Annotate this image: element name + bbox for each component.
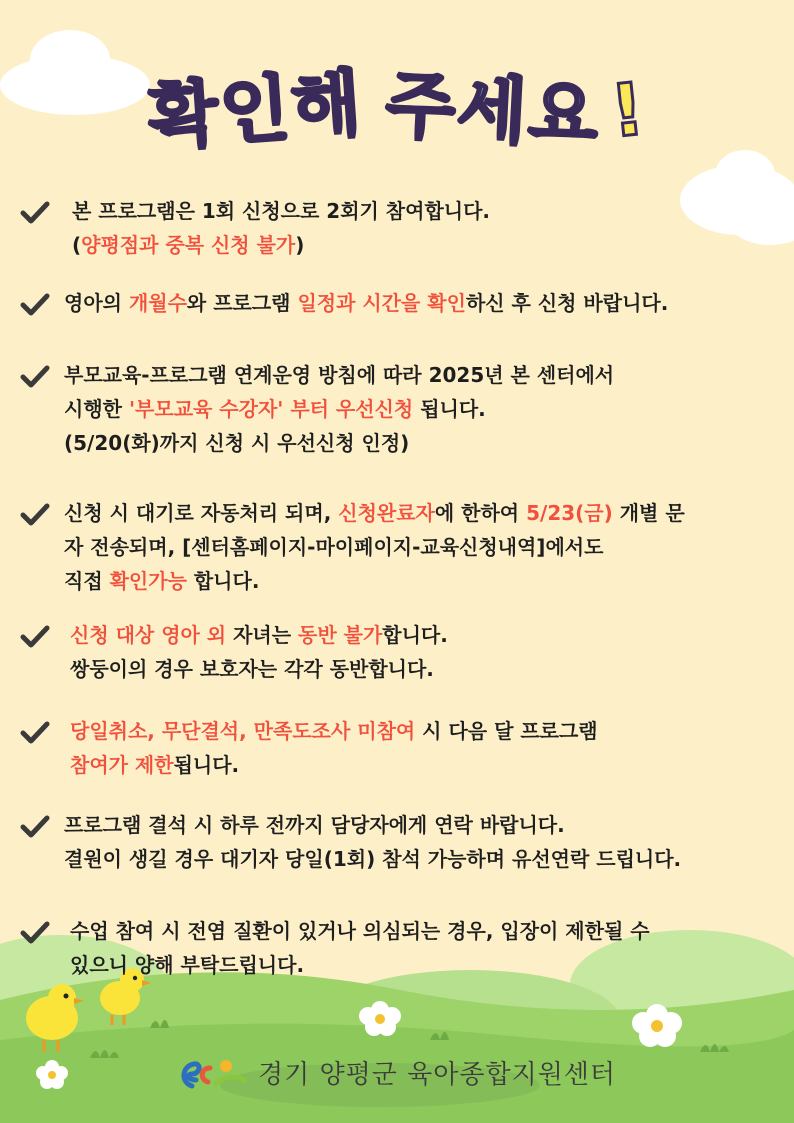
checkmark-icon xyxy=(20,814,50,840)
checkmark-icon xyxy=(20,200,50,226)
highlight-text: 5/23(금) xyxy=(526,501,613,525)
notice-text: 시 다음 달 프로그램 xyxy=(415,719,598,743)
notice-text: 부모교육-프로그램 연계운영 방침에 따라 2025년 본 센터에서 xyxy=(64,363,615,387)
notice-text: 신청 시 대기로 자동처리 되며, xyxy=(64,501,339,525)
notice-text: 수업 참여 시 전염 질환이 있거나 의심되는 경우, 입장이 제한될 수 xyxy=(70,919,650,943)
notice-text: 됩니다. xyxy=(173,753,240,777)
notice-line xyxy=(64,564,685,598)
notice-text: 직접 xyxy=(64,569,110,593)
cloud-right-bump xyxy=(715,150,775,200)
checkmark-icon xyxy=(20,624,50,650)
notice-text: 합니다. xyxy=(186,569,260,593)
notice-line xyxy=(64,426,614,460)
notice-line xyxy=(64,530,685,564)
notice-text: 프로그램 결석 시 하루 전까지 담당자에게 연락 바랍니다. xyxy=(64,813,565,837)
notice-text: 본 프로그램은 1회 신청으로 2회기 참여합니다. xyxy=(72,199,491,223)
checkmark-icon xyxy=(20,720,50,746)
notice-line xyxy=(64,392,614,426)
notice-line xyxy=(72,194,490,228)
notice-line xyxy=(70,652,448,686)
checkmark-icon xyxy=(20,920,50,946)
notice-line xyxy=(70,714,598,748)
notice-line xyxy=(70,914,650,948)
highlight-text: 당일취소, 무단결석, 만족도조사 미참여 xyxy=(70,719,416,743)
notice-text: 개별 문 xyxy=(612,501,685,525)
notice-text: 결원이 생길 경우 대기자 당일(1회) 참석 가능하며 유선연락 드립니다. xyxy=(64,847,682,871)
notice-text: 하신 후 신청 바랍니다. xyxy=(465,291,669,315)
notice-text: 에 한하여 xyxy=(434,501,527,525)
notice-text: 자 전송되며, [센터홈페이지-마이페이지-교육신청내역]에서도 xyxy=(64,535,604,559)
notice-line xyxy=(72,228,490,262)
notice-line xyxy=(64,286,668,320)
highlight-text: '부모교육 수강자' 부터 우선신청 xyxy=(128,397,414,421)
footer-logo xyxy=(178,1048,616,1096)
checkmark-icon xyxy=(20,502,50,528)
notice-text: 있으니 양해 부탁드립니다. xyxy=(70,953,305,977)
notice-text: ) xyxy=(295,233,305,257)
notice-text: 합니다. xyxy=(382,623,448,647)
notice-text: 쌍둥이의 경우 보호자는 각각 동반합니다. xyxy=(70,657,434,681)
title-part-3: ! xyxy=(607,66,651,154)
notice-text: (5/20(화)까지 신청 시 우선신청 인정) xyxy=(64,431,410,455)
highlight-text: 동반 불가 xyxy=(298,623,383,647)
organization-name: 경기 양평군 육아종합지원센터 xyxy=(258,1059,617,1090)
highlight-text: 확인가능 xyxy=(109,569,187,593)
notice-line xyxy=(64,496,685,530)
notice-text: ( xyxy=(72,233,82,257)
notice-line xyxy=(70,748,598,782)
highlight-text: 일정과 시간을 확인 xyxy=(297,291,466,315)
notice-text: 자녀는 xyxy=(226,623,299,647)
notice-text: 시행한 xyxy=(64,397,129,421)
cloud-right-low xyxy=(730,200,794,245)
notice-text: 됩니다. xyxy=(413,397,486,421)
center-logo-icon xyxy=(178,1052,250,1092)
highlight-text: 양평점과 중복 신청 불가 xyxy=(81,233,296,257)
highlight-text: 개월수 xyxy=(128,291,187,315)
notice-line xyxy=(64,808,681,842)
notice-line xyxy=(64,842,681,876)
notice-line xyxy=(70,618,448,652)
highlight-text: 신청완료자 xyxy=(338,501,435,525)
notice-text: 와 프로그램 xyxy=(186,291,298,315)
notice-line xyxy=(64,358,614,392)
highlight-text: 참여가 제한 xyxy=(70,753,174,777)
notice-line xyxy=(70,948,650,982)
checkmark-icon xyxy=(20,364,50,390)
checkmark-icon xyxy=(20,292,50,318)
title-part-2: 주세요 xyxy=(383,62,602,158)
notice-text: 영아의 xyxy=(64,291,129,315)
highlight-text: 신청 대상 영아 외 xyxy=(70,623,227,647)
title-part-1: 확인해 xyxy=(145,60,366,160)
page-title xyxy=(0,52,794,160)
